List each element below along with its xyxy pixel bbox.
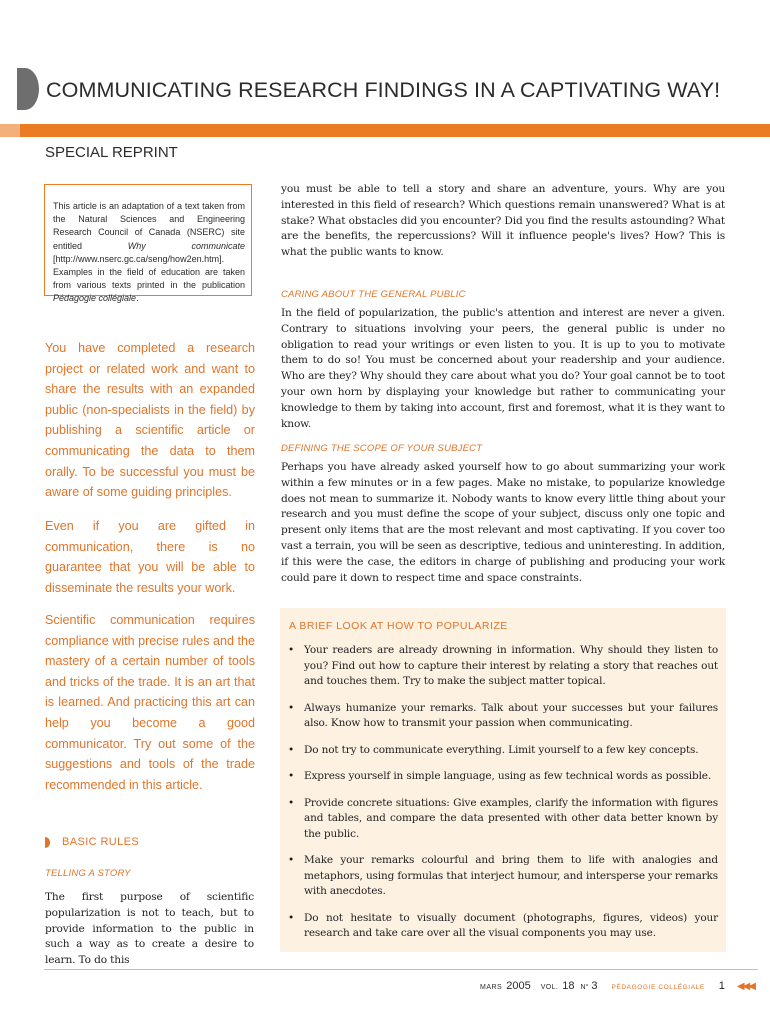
section-kicker: SPECIAL REPRINT — [45, 144, 178, 161]
footer-no-label: N° — [580, 984, 589, 991]
scope-heading: DEFINING THE SCOPE OF YOUR SUBJECT — [281, 443, 483, 454]
footer-issue: 3 — [591, 980, 598, 992]
tips-title: A BRIEF LOOK AT HOW TO POPULARIZE — [289, 620, 508, 632]
list-item — [286, 643, 718, 690]
caring-heading: CARING ABOUT THE GENERAL PUBLIC — [281, 289, 466, 300]
list-item — [286, 911, 718, 942]
bullet-icon: • — [288, 644, 295, 656]
list-item — [286, 796, 718, 843]
tip-text: Do not try to communicate everything. Limit yourself to a few key concepts. — [304, 743, 699, 756]
footer-volume: 18 — [562, 980, 575, 992]
lead-paragraph-2: Even if you are gifted in communication, there is no guarantee that you will be able to disseminate the results your work. — [45, 519, 255, 595]
intro-text: This article is an adaptation of a text taken from the Natural Sciences and Engineering Research Council of Canada (NSERC) site entitled — [53, 201, 245, 251]
right-column-continuation: you must be able to tell a story and share an adventure, yours. Why are you interested in this field of research? Which questions remain unanswered? What is at stake? What obstacles did you encounter? Did you find the results astounding? What are the benefits, the repercussions? Will it influence people's lives? How? This is what the public wants to know. — [281, 183, 725, 259]
telling-story-heading: TELLING A STORY — [45, 868, 131, 879]
lead-paragraph-1: You have completed a research project or related work and want to share the results with an expanded public (non-specialists in the field) by publishing a scientific article or communicating the data to them orally. To be successful you must be aware of some guiding principles. — [45, 341, 255, 500]
basic-rules-heading — [45, 836, 139, 848]
header-band-left — [0, 124, 20, 137]
page-number: 1 — [718, 980, 725, 992]
list-item — [286, 853, 718, 900]
tip-text: Always humanize your remarks. Talk about your successes but your failures also. Know how to transmit your passion when communicating. — [304, 701, 718, 729]
lead-paragraph-3: Scientific communication requires compliance with precise rules and the mastery of a certain number of tools and tricks of the trade. It is an art that is learned. And practicing this art can help you become a good communicator. Try out some of the suggestions and tools of the trade recommended in this article. — [45, 613, 256, 792]
bullet-icon: • — [288, 770, 295, 782]
article-title: COMMUNICATING RESEARCH FINDINGS IN A CAPTIVATING WAY! — [46, 78, 721, 102]
telling-story-text: The first purpose of scientific popularization is not to teach, but to provide information to the public in such a way as to create a desire to learn. To do this — [45, 891, 254, 967]
header-band — [20, 124, 770, 137]
footer-month: MARS — [480, 984, 503, 991]
footer-divider — [44, 969, 758, 970]
intro-italic-title: Why communicate — [127, 240, 245, 251]
bullet-icon: • — [288, 854, 295, 866]
list-item — [286, 743, 718, 759]
bullet-icon: • — [288, 911, 295, 924]
intro-box — [44, 184, 252, 304]
bullet-icon: • — [288, 796, 295, 809]
footer-vol-label: VOL. — [540, 984, 559, 991]
bullet-icon: • — [288, 743, 295, 756]
intro-period: . — [136, 293, 139, 304]
tip-text: Your readers are already drowning in information. Why should they listen to you? Find out how to capture their interest by relating a story that reaches out and touches them. Try to make the subject matter topical. — [304, 644, 718, 687]
scope-text: Perhaps you have already asked yourself how to go about summarizing your work within a few minutes or in a few pages. Make no mistake, to popularize knowledge does not mean to summarize it. Nobody wants to know every little thing about your research and you must define the scope of your subject, discuss only one topic and present only items that are the most relevant and most captivating. If you cover too vast a terrain, you will be seen as descriptive, tedious and uninteresting. In addition, if this were the case, the editors in charge of publishing and producing your work could pare it down to respect time and space constraints. — [281, 461, 725, 584]
triple-arrow-icon: ◀◀◀ — [736, 981, 754, 992]
tip-text: Provide concrete situations: Give examples, clarify the information with figures and tables, and compare the data presented with other data better known by the public. — [304, 796, 718, 840]
tip-text: Make your remarks colourful and bring them to life with analogies and metaphors, using formulas that interject humour, and intersperse your remarks with anecdotes. — [304, 854, 718, 897]
list-item — [286, 701, 718, 732]
intro-text-url: [http://www.nserc.gc.ca/seng/how2en.htm]. Examples in the field of education are taken from various texts printed in the publication — [53, 253, 245, 291]
page-footer — [480, 980, 754, 992]
caring-text: In the field of popularization, the public's attention and interest are never a given. Contrary to situations involving your peers, the general public is under no obligation to read your writings or even listen to you. It is up to you to motivate them to do so! You must be concerned about your readership and your audience. Who are they? Why should they care about what you do? Your goal cannot be to toot your own horn by displaying your knowledge but rather to communicating your knowledge to them by taking into account, first and foremost, what it is they want to know. — [281, 307, 725, 430]
list-item — [286, 769, 718, 785]
intro-italic-publication: Pédagogie collégiale — [53, 293, 137, 304]
section-marker-icon — [45, 837, 50, 848]
tips-list — [286, 643, 718, 953]
header-tab-icon — [17, 68, 39, 110]
tip-text: Do not hesitate to visually document (photographs, figures, videos) your research and take care over all the visual components you may use. — [304, 911, 718, 939]
footer-year: 2005 — [506, 980, 531, 992]
footer-publication: PÉDAGOGIE COLLÉGIALE — [611, 984, 705, 991]
bullet-icon: • — [288, 701, 295, 714]
basic-rules-label: BASIC RULES — [62, 836, 140, 848]
tip-text: Express yourself in simple language, using as few technical words as possible. — [304, 770, 712, 782]
